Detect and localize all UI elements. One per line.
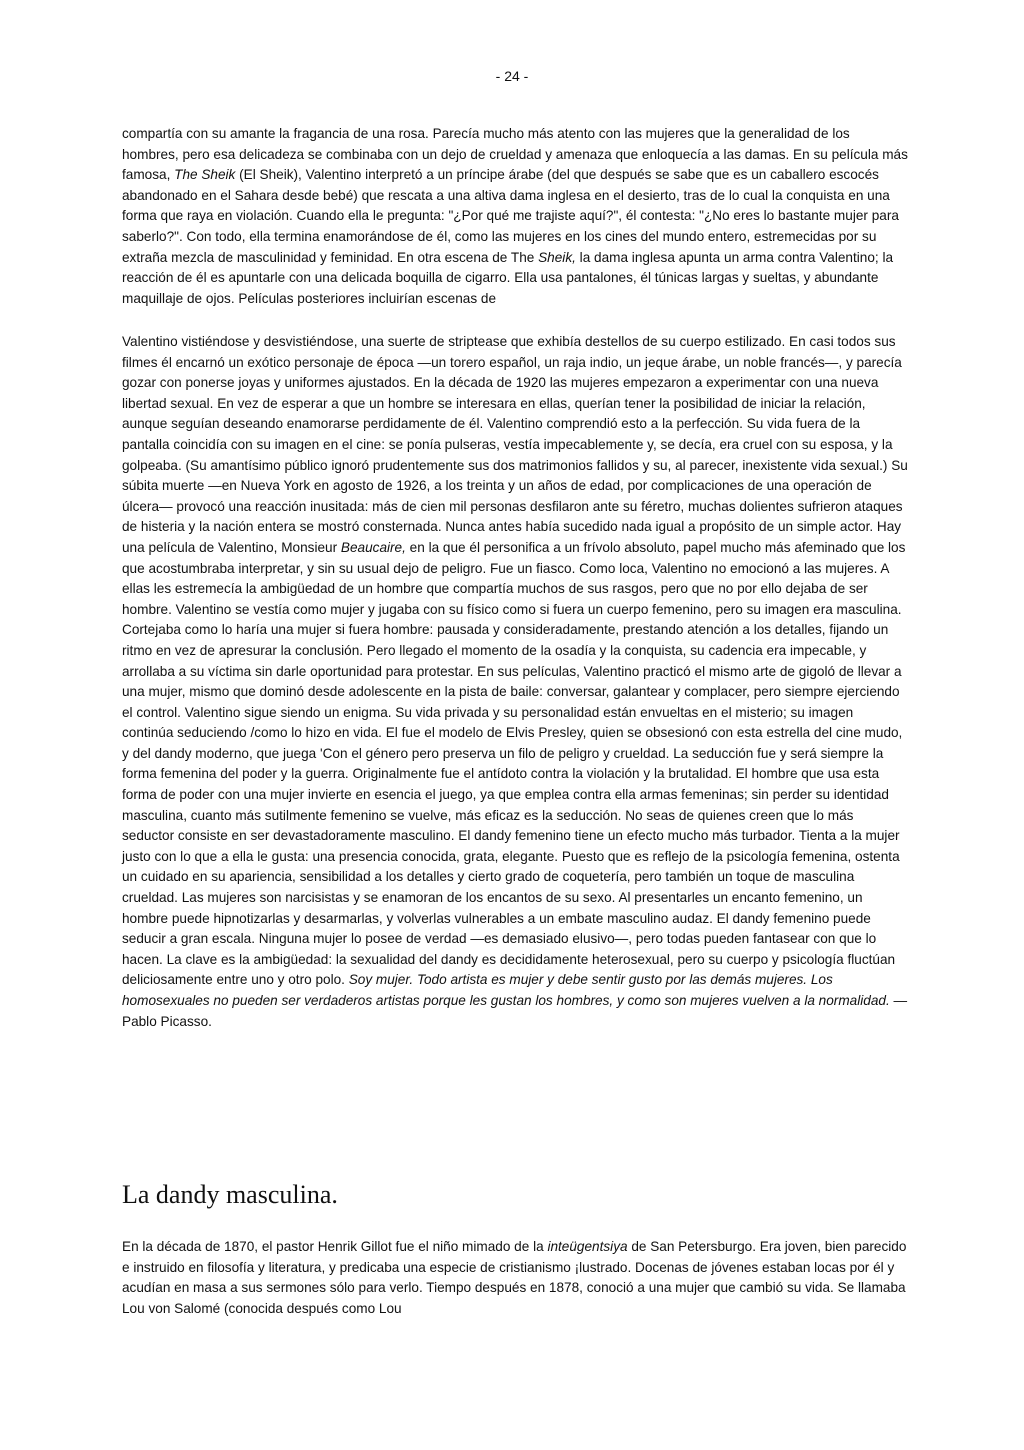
paragraph-gillot: [122, 1237, 908, 1319]
page-number: - 24 -: [495, 68, 529, 84]
paragraph-text: de San Petersburgo. Era joven, bien parecido e instruido en filosofía y literatura, y predicaba una especie de cristianismo ¡lustrado. Docenas de jóvenes estaban locas por él y acudían en masa a sus sermones sólo para verlo. Tiempo después en 1878, conoció a una mujer que cambió su vida. Se llamaba Lou von Salomé (conocida después como Lou: [122, 1239, 907, 1316]
quote-attribution: —Pablo Picasso.: [122, 993, 908, 1029]
picasso-quote: Soy mujer. Todo artista es mujer y debe sentir gusto por las demás mujeres. Los homosexuales no pueden ser verdaderos artistas porque les gustan los hombres, y como son mujeres vuelven a la normalidad.: [122, 972, 890, 1008]
film-title: Sheik,: [538, 249, 576, 265]
film-title: The Sheik: [174, 167, 236, 183]
film-title: Beaucaire,: [340, 539, 406, 555]
paragraph-text: en la que él personifica a un frívolo absoluto, papel mucho más afeminado que los que acostumbraba interpretar, y sin su usual dejo de peligro. Fue un fiasco. Como loca, Valentino no emocionó a las mujeres. A ellas les estremecía la ambigüedad de un hombre que compartía muchos de sus rasgos, pero que no por ello dejaba de ser hombre. Valentino se vestía como mujer y jugaba con su físico como si fuera un cuerpo femenino, pero su imagen era masculina. Cortejaba como lo haría una mujer si fuera hombre: pausada y consideradamente, prestando atención a los detalles, fijando un ritmo en vez de apresurar la conclusión. Pero llegado el momento de la osadía y la conquista, su cadencia era impecable, y arrollaba a su víctima sin darle oportunidad para protestar. En sus películas, Valentino practicó el mismo arte de gigoló de llevar a una mujer, mismo que dominó desde adolescente en la pista de baile: conversar, galantear y complacer, pero siempre ejerciendo el control. Valentino sigue siendo un enigma. Su vida privada y su personalidad están envueltas en el misterio; su imagen continúa seduciendo /como lo hizo en vida. El fue el modelo de Elvis Presley, quien se obsesionó con esta estrella del cine mudo, y del dandy moderno, que juega 'Con el género pero preserva un filo de peligro y crueldad. La seducción fue y será siempre la forma femenina del poder y la guerra. Originalmente fue el antídoto contra la violación y la brutalidad. El hombre que usa esta forma de poder con una mujer invierte en esencia el juego, ya que emplea contra ella armas femeninas; sin perder su identidad masculina, cuanto más sutilmente femenino se vuelve, más eficaz es la seducción. No seas de quienes creen que lo más seductor consiste en ser devastadoramente masculino. El dandy femenino tiene un efecto mucho más turbador. Tienta a la mujer justo con lo que a ella le gusta: una presencia conocida, grata, elegante. Puesto que es reflejo de la psicología femenina, ostenta un cuidado en su apariencia, sensibilidad a los detalles y cierto grado de coquetería, pero también un toque de masculina crueldad. Las mujeres son narcisistas y se enamoran de los encantos de su sexo. Al presentarles un encanto femenino, un hombre puede hipnotizarlas y desarmarlas, y volverlas vulnerables a un embate masculino audaz. El dandy femenino puede seducir a gran escala. Ninguna mujer lo posee de verdad —es demasiado elusivo—, pero todas pueden fantasear con que lo hacen. La clave es la ambigüedad: la sexualidad del dandy es decididamente heterosexual, pero su cuerpo y psicología fluctúan deliciosamente entre uno y otro polo.: [122, 539, 906, 988]
paragraph-text: compartía con su amante la fragancia de una rosa. Parecía mucho más atento con las mujeres que la generalidad de los hombres, pero esa delicadeza se combinaba con un dejo de crueldad y amenaza que enloquecía a las damas. En su película más famosa,: [122, 126, 908, 183]
paragraph-text: la dama inglesa apunta un arma contra Valentino; la reacción de él es apuntarle con una delicada boquilla de cigarro. Ella usa pantalones, él túnicas largas y sueltas, y abundante maquillaje de ojos. Películas posteriores incluirían escenas de: [122, 249, 894, 306]
paragraph-text: (El Sheik), Valentino interpretó a un príncipe árabe (del que después se sabe que es un caballero escocés abandonado en el Sahara desde bebé) que rescata a una altiva dama inglesa en el desierto, tras de lo cual la conquista en una forma que raya en violación. Cuando ella le pregunta: "¿Por qué me trajiste aquí?", él contesta: "¿No eres lo bastante mujer para saberlo?". Con todo, ella termina enamorándose de él, como las mujeres en los cines del mundo entero, estremecidas por su extraña mezcla de masculinidad y feminidad. En otra escena de The: [122, 167, 899, 265]
paragraph-text: Valentino vistiéndose y desvistiéndose, una suerte de striptease que exhibía destellos de su cuerpo estilizado. En casi todos sus filmes él encarnó un exótico personaje de época —un torero español, un raja indio, un jeque árabe, un noble francés—, y parecía gozar con ponerse joyas y uniformes ajustados. En la década de 1920 las mujeres empezaron a experimentar con una nueva libertad sexual. En vez de esperar a que un hombre se interesara en ellas, querían tener la posibilidad de iniciar la relación, aunque seguían deseando enamorarse perdidamente de él. Valentino comprendió esto a la perfección. Su vida fuera de la pantalla coincidía con su imagen en el cine: se ponía pulseras, vestía impecablemente y, se decía, era cruel con su esposa, y la golpeaba. (Su amantísimo público ignoró prudentemente sus dos matrimonios fallidos y su, al parecer, inexistente vida sexual.) Su súbita muerte —en Nueva York en agosto de 1926, a los treinta y un años de edad, por complicaciones de una operación de úlcera— provocó una reacción inusitada: más de cien mil personas desfilaron ante su féretro, muchas dolientes sufrieron ataques de histeria y la nación entera se mostró consternada. Nunca antes había sucedido nada igual a propósito de un simple actor. Hay una película de Valentino, Monsieur: [122, 334, 908, 555]
italic-term: inteügentsiya: [547, 1239, 628, 1254]
paragraph-text: En la década de 1870, el pastor Henrik Gillot fue el niño mimado de la: [122, 1239, 548, 1254]
paragraph-valentino-sheik: [122, 124, 908, 309]
paragraph-valentino-dandy: [122, 332, 908, 1032]
section-heading: La dandy masculina.: [122, 1180, 338, 1209]
